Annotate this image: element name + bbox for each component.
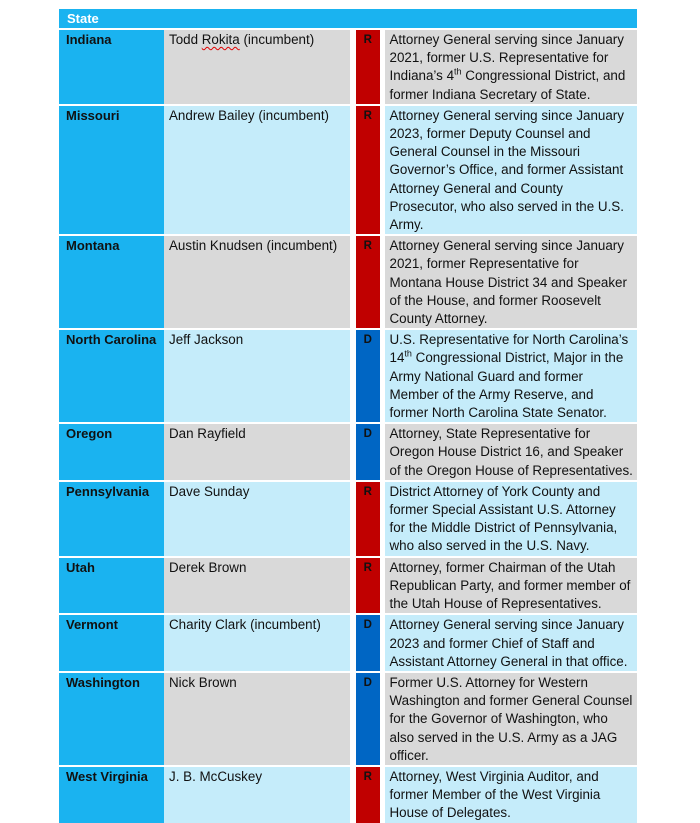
bio-superscript: th <box>454 66 462 77</box>
table-row <box>59 557 637 615</box>
header-state: State <box>59 9 637 29</box>
party-badge: D <box>353 614 382 672</box>
state-cell: Vermont <box>59 614 164 672</box>
table-row <box>59 481 637 557</box>
bio-cell: Attorney, State Representative for Oregon House District 16, and Speaker of the Oregon House of Representatives. <box>382 423 637 481</box>
table-row <box>59 423 637 481</box>
table-row <box>59 329 637 423</box>
state-cell: Montana <box>59 235 164 329</box>
bio-part: Attorney General serving since January 2021, former U.S. Representative for Indiana’s 4 <box>389 32 624 84</box>
bio-part: U.S. Representative for North Carolina’s 14 <box>389 332 629 366</box>
bio-superscript: th <box>404 348 412 359</box>
candidates-table <box>59 9 637 823</box>
state-cell: North Carolina <box>59 329 164 423</box>
state-cell: Missouri <box>59 105 164 235</box>
party-badge: R <box>353 29 382 105</box>
bio-cell: Attorney General serving since January 2023, former Deputy Counsel and General Counsel in the Missouri Governor’s Office, and former Assistant Attorney General and County Prosecutor, who also served in the U.S. Army. <box>382 105 637 235</box>
table-row <box>59 105 637 235</box>
bio-cell: Attorney General serving since January 2023 and former Chief of Staff and Assistant Attorney General in that office. <box>382 614 637 672</box>
bio-part: Congressional District, and former Indiana Secretary of State. <box>389 68 626 102</box>
header-row <box>59 9 637 29</box>
candidate-cell: Dan Rayfield <box>164 423 353 481</box>
party-badge: R <box>353 481 382 557</box>
table-row <box>59 766 637 823</box>
candidate-cell: Jeff Jackson <box>164 329 353 423</box>
table-row <box>59 29 637 105</box>
bio-cell: Attorney, West Virginia Auditor, and former Member of the West Virginia House of Delegates. <box>382 766 637 823</box>
state-cell: Indiana <box>59 29 164 105</box>
bio-cell: Attorney, former Chairman of the Utah Republican Party, and former member of the Utah House of Representatives. <box>382 557 637 615</box>
state-cell: Utah <box>59 557 164 615</box>
party-badge: R <box>353 557 382 615</box>
bio-cell: Former U.S. Attorney for Western Washington and former General Counsel for the Governor of Washington, who also served in the U.S. Army as a JAG officer. <box>382 672 637 766</box>
party-badge: R <box>353 766 382 823</box>
table-row <box>59 614 637 672</box>
candidate-cell: J. B. McCuskey <box>164 766 353 823</box>
party-badge: D <box>353 672 382 766</box>
state-cell: Oregon <box>59 423 164 481</box>
spellcheck-flagged-word: Rokita <box>201 32 240 47</box>
bio-cell: District Attorney of York County and former Special Assistant U.S. Attorney for the Middle District of Pennsylvania, who also served in the U.S. Navy. <box>382 481 637 557</box>
table-row <box>59 235 637 329</box>
candidate-cell: Derek Brown <box>164 557 353 615</box>
candidate-cell <box>164 29 353 105</box>
state-cell: Pennsylvania <box>59 481 164 557</box>
bio-part: Congressional District, Major in the Army National Guard and former Member of the Army Reserve, and former North Carolina State Senator. <box>389 350 624 421</box>
table-row <box>59 672 637 766</box>
candidate-cell: Dave Sunday <box>164 481 353 557</box>
candidate-cell: Andrew Bailey (incumbent) <box>164 105 353 235</box>
candidate-cell: Austin Knudsen (incumbent) <box>164 235 353 329</box>
party-badge: R <box>353 105 382 235</box>
bio-cell <box>382 29 637 105</box>
candidate-first: Todd <box>169 32 202 47</box>
party-badge: R <box>353 235 382 329</box>
bio-cell: Attorney General serving since January 2021, former Representative for Montana House District 34 and Speaker of the House, and former Roosevelt County Attorney. <box>382 235 637 329</box>
state-cell: Washington <box>59 672 164 766</box>
party-badge: D <box>353 329 382 423</box>
candidate-rest: (incumbent) <box>239 32 315 47</box>
candidate-cell: Charity Clark (incumbent) <box>164 614 353 672</box>
bio-cell <box>382 329 637 423</box>
state-cell: West Virginia <box>59 766 164 823</box>
party-badge: D <box>353 423 382 481</box>
candidate-cell: Nick Brown <box>164 672 353 766</box>
